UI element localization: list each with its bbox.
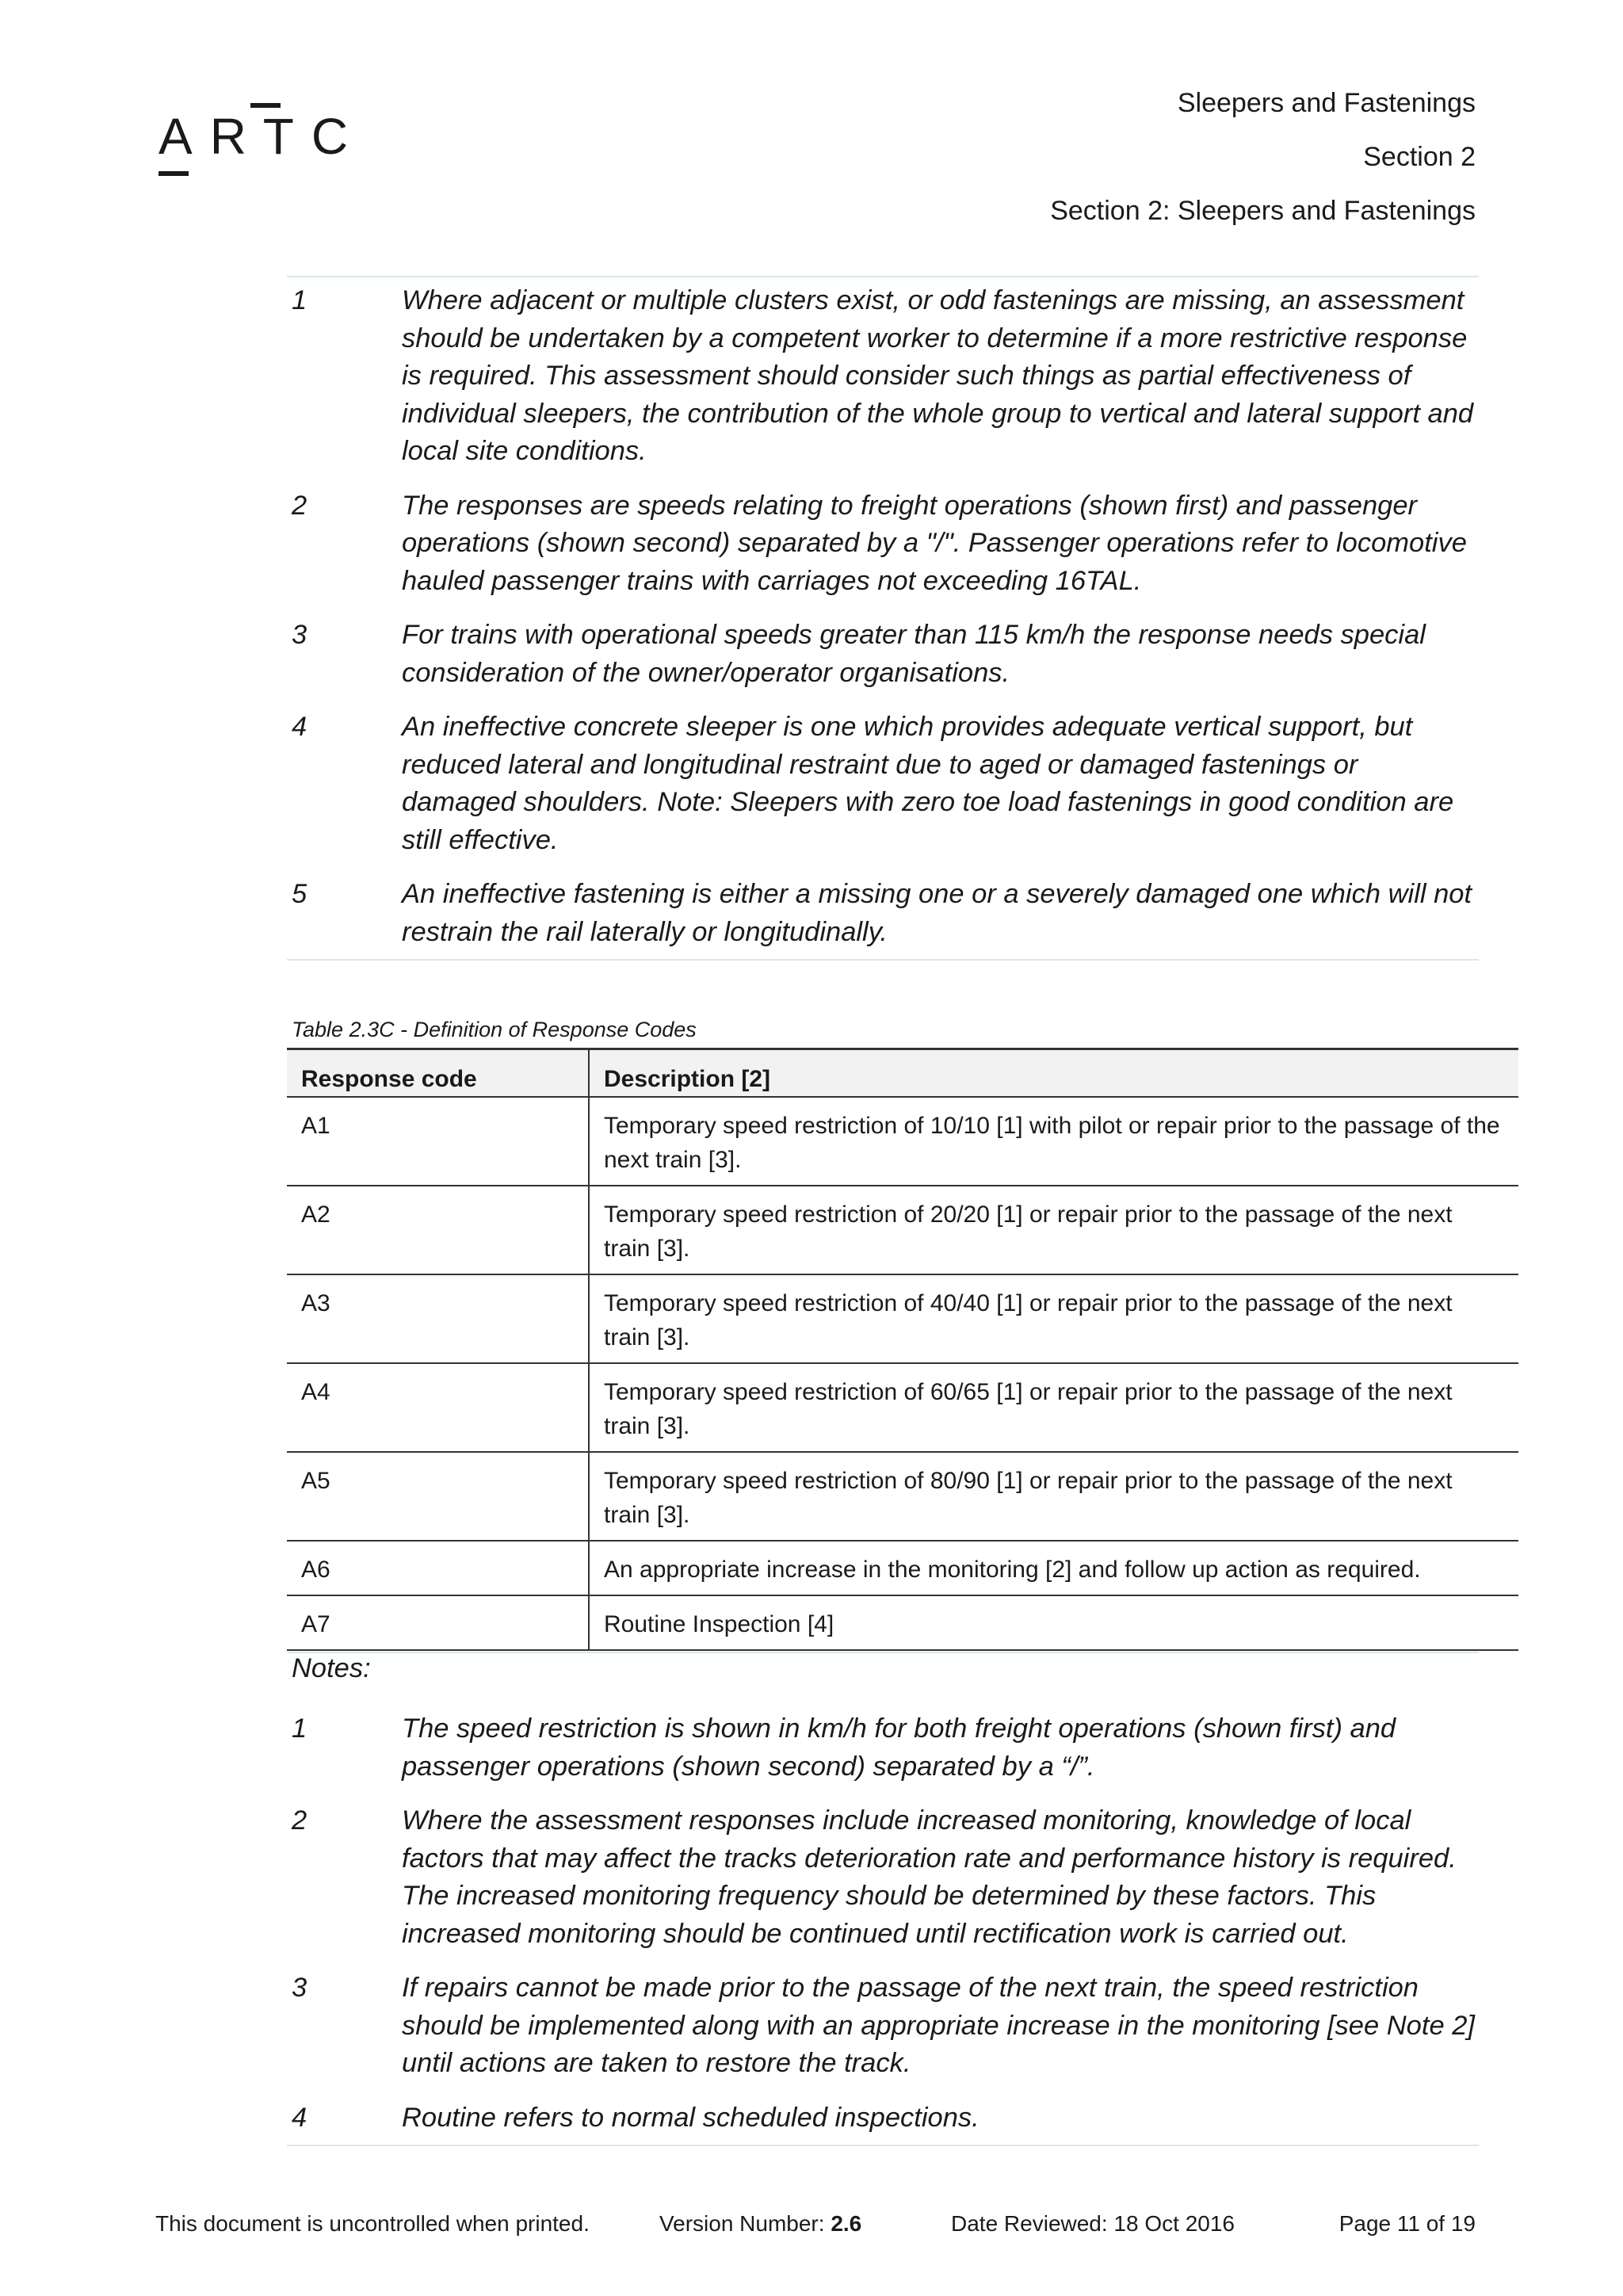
note-item [287,487,1479,601]
note-number: 4 [292,712,307,742]
artc-logo [158,103,366,182]
bottom-notes [287,1652,1479,2146]
logo-text: ARTC [158,108,366,165]
note-text: An ineffective concrete sleeper is one which provides adequate vertical support, but reduced lateral and longitudinal restraint due to aged or damaged fastenings or damaged shoulders. Note: Sleepers with zero toe load fastenings in good condition are still effective. [402,712,1454,855]
note-item [287,617,1479,692]
note-text: The responses are speeds relating to freight operations (shown first) and passenger operations (shown second) separated by a "/". Passenger operations refer to locomotive hauled passenger trains with carriages not exceeding 16TAL. [402,490,1467,596]
response-code-cell: A6 [287,1541,589,1595]
response-code-cell: A1 [287,1097,589,1186]
header-description: Description [2] [589,1049,1518,1097]
footer-version-value: 2.6 [831,2211,862,2236]
notes-label: Notes: [292,1653,371,1683]
table-row [287,1452,1518,1541]
description-cell: Temporary speed restriction of 20/20 [1] or repair prior to the passage of the next train [3]. [589,1186,1518,1274]
table-header-row [287,1049,1518,1097]
response-codes-table [287,1048,1518,1651]
header-document-title: Sleepers and Fastenings [1177,88,1476,118]
description-cell: An appropriate increase in the monitoring [2] and follow up action as required. [589,1541,1518,1595]
note-item [287,1710,1479,1786]
response-code-cell: A2 [287,1186,589,1274]
footer-date-reviewed: Date Reviewed: 18 Oct 2016 [951,2211,1235,2236]
note-item [287,282,1479,471]
response-code-cell: A4 [287,1363,589,1452]
note-text: Where adjacent or multiple clusters exist, or odd fastenings are missing, an assessment should be undertaken by a competent worker to determine if a more restrictive response is required. This assessment should consider such things as partial effectiveness of individual sleepers, the contribution of the whole group to vertical and lateral support and local site conditions. [402,285,1474,466]
logo-overline-mark [250,103,281,108]
note-number: 3 [292,1973,307,2003]
footer-uncontrolled-notice: This document is uncontrolled when printed. [155,2211,590,2236]
note-number: 5 [292,879,307,909]
note-text: An ineffective fastening is either a missing one or a severely damaged one which will not restrain the rail laterally or longitudinally. [402,879,1472,947]
note-item [287,1969,1479,2083]
header-section-title: Section 2: Sleepers and Fastenings [1050,196,1476,226]
table-row [287,1363,1518,1452]
top-notes [287,276,1479,961]
page-header [1050,76,1476,238]
description-cell: Routine Inspection [4] [589,1595,1518,1650]
header-response-code: Response code [287,1049,589,1097]
table-caption: Table 2.3C - Definition of Response Codes [292,1018,697,1041]
description-cell: Temporary speed restriction of 60/65 [1] or repair prior to the passage of the next train [3]. [589,1363,1518,1452]
table-row [287,1595,1518,1650]
note-item [287,709,1479,859]
header-section-number: Section 2 [1363,142,1476,172]
footer-page-number: Page 11 of 19 [1338,2211,1476,2236]
note-number: 2 [292,490,307,521]
response-code-cell: A7 [287,1595,589,1650]
table-row [287,1097,1518,1186]
note-text: Where the assessment responses include increased monitoring, knowledge of local factors that may affect the tracks deterioration rate and performance history is required. The increased monitoring frequency should be determined by these factors. This increased monitoring should be continued until rectification work is carried out. [402,1805,1457,1949]
note-text: For trains with operational speeds greater than 115 km/h the response needs special consideration of the owner/operator organisations. [402,620,1426,688]
note-item [287,1802,1479,1953]
note-number: 3 [292,620,307,650]
description-cell: Temporary speed restriction of 40/40 [1] or repair prior to the passage of the next train [3]. [589,1274,1518,1363]
note-item [287,2099,1479,2137]
response-code-cell: A3 [287,1274,589,1363]
table-row [287,1541,1518,1595]
note-item [287,876,1479,951]
note-number: 1 [292,285,307,315]
note-text: If repairs cannot be made prior to the passage of the next train, the speed restriction should be implemented along with an appropriate increase in the monitoring [see Note 2] until actions are taken to restore the track. [402,1973,1475,2078]
table-row [287,1274,1518,1363]
description-cell: Temporary speed restriction of 10/10 [1] with pilot or repair prior to the passage of the next train [3]. [589,1097,1518,1186]
footer-version-label: Version Number: [659,2211,831,2236]
note-text: Routine refers to normal scheduled inspections. [402,2102,980,2133]
note-number: 1 [292,1713,307,1744]
logo-underline-mark [158,171,189,176]
table-row [287,1186,1518,1274]
response-code-cell: A5 [287,1452,589,1541]
footer-version [659,2211,861,2237]
description-cell: Temporary speed restriction of 80/90 [1] or repair prior to the passage of the next train [3]. [589,1452,1518,1541]
note-number: 2 [292,1805,307,1836]
note-text: The speed restriction is shown in km/h for both freight operations (shown first) and passenger operations (shown second) separated by a “/”. [402,1713,1396,1782]
note-number: 4 [292,2102,307,2133]
